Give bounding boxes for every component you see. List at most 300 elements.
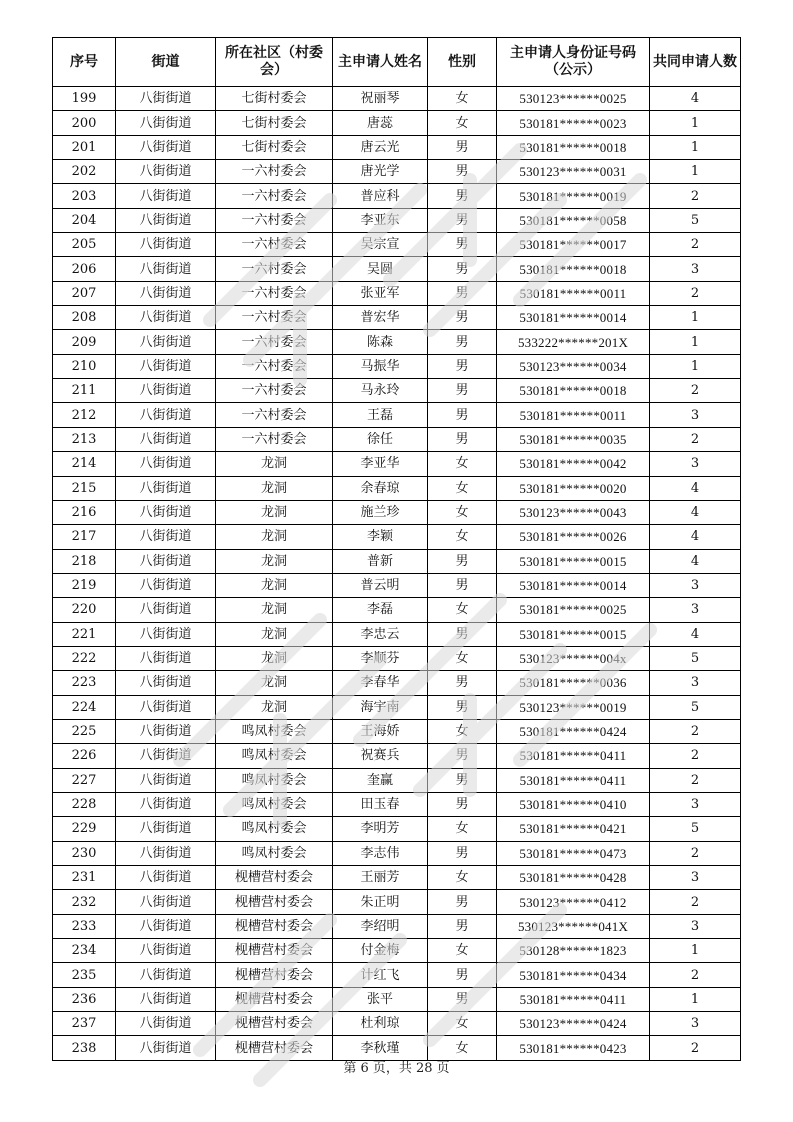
cell-co-applicants: 1: [650, 354, 741, 378]
cell-no: 237: [53, 1012, 116, 1036]
table-row: [53, 257, 741, 281]
cell-street: 八街街道: [116, 768, 216, 792]
cell-applicant-name: 李春华: [333, 671, 428, 695]
cell-no: 230: [53, 841, 116, 865]
header-gender: 性别: [428, 38, 497, 87]
cell-no: 210: [53, 354, 116, 378]
cell-id-number: 530181******0018: [497, 257, 650, 281]
cell-id-number: 530181******0014: [497, 573, 650, 597]
cell-co-applicants: 3: [650, 671, 741, 695]
cell-street: 八街街道: [116, 330, 216, 354]
cell-community: 鸣凤村委会: [216, 768, 333, 792]
cell-community: 七街村委会: [216, 111, 333, 135]
cell-community: 枧槽营村委会: [216, 987, 333, 1011]
cell-co-applicants: 3: [650, 452, 741, 476]
table-row: [53, 939, 741, 963]
cell-applicant-name: 李明芳: [333, 817, 428, 841]
cell-community: 一六村委会: [216, 281, 333, 305]
cell-gender: 男: [428, 257, 497, 281]
cell-id-number: 530123******0034: [497, 354, 650, 378]
cell-no: 215: [53, 476, 116, 500]
cell-id-number: 530181******0058: [497, 208, 650, 232]
cell-street: 八街街道: [116, 354, 216, 378]
cell-gender: 男: [428, 792, 497, 816]
cell-no: 205: [53, 233, 116, 257]
cell-id-number: 530181******0015: [497, 549, 650, 573]
cell-street: 八街街道: [116, 939, 216, 963]
cell-id-number: 530181******0410: [497, 792, 650, 816]
cell-street: 八街街道: [116, 841, 216, 865]
cell-id-number: 530181******0423: [497, 1036, 650, 1060]
table-row: [53, 452, 741, 476]
cell-id-number: 530181******0424: [497, 719, 650, 743]
cell-co-applicants: 1: [650, 987, 741, 1011]
cell-street: 八街街道: [116, 525, 216, 549]
cell-co-applicants: 2: [650, 427, 741, 451]
cell-co-applicants: 2: [650, 1036, 741, 1060]
cell-no: 211: [53, 379, 116, 403]
cell-no: 228: [53, 792, 116, 816]
table-row: [53, 963, 741, 987]
cell-no: 232: [53, 890, 116, 914]
table-row: [53, 525, 741, 549]
table-row: [53, 841, 741, 865]
table-row: [53, 208, 741, 232]
cell-street: 八街街道: [116, 866, 216, 890]
cell-street: 八街街道: [116, 379, 216, 403]
header-id-number: 主申请人身份证号码（公示）: [497, 38, 650, 87]
cell-applicant-name: 田玉春: [333, 792, 428, 816]
cell-applicant-name: 余春琼: [333, 476, 428, 500]
cell-id-number: 530181******0018: [497, 379, 650, 403]
cell-id-number: 530181******0428: [497, 866, 650, 890]
table-row: [53, 160, 741, 184]
cell-gender: 男: [428, 963, 497, 987]
cell-no: 218: [53, 549, 116, 573]
cell-community: 一六村委会: [216, 427, 333, 451]
cell-gender: 女: [428, 1012, 497, 1036]
cell-street: 八街街道: [116, 549, 216, 573]
cell-id-number: 530181******0020: [497, 476, 650, 500]
cell-co-applicants: 2: [650, 890, 741, 914]
cell-co-applicants: 5: [650, 817, 741, 841]
cell-no: 217: [53, 525, 116, 549]
cell-street: 八街街道: [116, 427, 216, 451]
cell-no: 235: [53, 963, 116, 987]
cell-id-number: 530123******0424: [497, 1012, 650, 1036]
cell-street: 八街街道: [116, 622, 216, 646]
cell-applicant-name: 付金梅: [333, 939, 428, 963]
cell-gender: 男: [428, 573, 497, 597]
cell-no: 234: [53, 939, 116, 963]
table-row: [53, 598, 741, 622]
cell-gender: 女: [428, 87, 497, 111]
cell-community: 七街村委会: [216, 87, 333, 111]
cell-community: 龙洞: [216, 598, 333, 622]
cell-community: 枧槽营村委会: [216, 866, 333, 890]
cell-street: 八街街道: [116, 476, 216, 500]
table-row: [53, 866, 741, 890]
cell-id-number: 530123******004x: [497, 646, 650, 670]
cell-gender: 男: [428, 890, 497, 914]
cell-co-applicants: 1: [650, 111, 741, 135]
cell-gender: 女: [428, 817, 497, 841]
cell-street: 八街街道: [116, 306, 216, 330]
cell-id-number: 530123******0025: [497, 87, 650, 111]
cell-street: 八街街道: [116, 208, 216, 232]
cell-street: 八街街道: [116, 671, 216, 695]
cell-id-number: 530181******0015: [497, 622, 650, 646]
cell-id-number: 530181******0411: [497, 744, 650, 768]
cell-no: 238: [53, 1036, 116, 1060]
cell-community: 鸣凤村委会: [216, 792, 333, 816]
cell-applicant-name: 海宇南: [333, 695, 428, 719]
cell-applicant-name: 王磊: [333, 403, 428, 427]
cell-community: 枧槽营村委会: [216, 914, 333, 938]
cell-co-applicants: 2: [650, 719, 741, 743]
table-row: [53, 890, 741, 914]
cell-gender: 女: [428, 719, 497, 743]
cell-co-applicants: 3: [650, 573, 741, 597]
cell-no: 222: [53, 646, 116, 670]
cell-id-number: 530181******0035: [497, 427, 650, 451]
cell-street: 八街街道: [116, 160, 216, 184]
cell-id-number: 530181******0042: [497, 452, 650, 476]
cell-community: 龙洞: [216, 525, 333, 549]
cell-applicant-name: 唐云光: [333, 135, 428, 159]
cell-no: 229: [53, 817, 116, 841]
cell-gender: 男: [428, 208, 497, 232]
table-row: [53, 549, 741, 573]
cell-co-applicants: 1: [650, 135, 741, 159]
cell-id-number: 530181******0019: [497, 184, 650, 208]
cell-applicant-name: 李顺芬: [333, 646, 428, 670]
cell-gender: 男: [428, 354, 497, 378]
cell-street: 八街街道: [116, 500, 216, 524]
cell-no: 225: [53, 719, 116, 743]
cell-street: 八街街道: [116, 403, 216, 427]
cell-applicant-name: 李磊: [333, 598, 428, 622]
cell-community: 一六村委会: [216, 330, 333, 354]
cell-applicant-name: 李亚华: [333, 452, 428, 476]
header-community: 所在社区（村委会）: [216, 38, 333, 87]
cell-no: 233: [53, 914, 116, 938]
cell-co-applicants: 1: [650, 939, 741, 963]
cell-no: 227: [53, 768, 116, 792]
cell-no: 212: [53, 403, 116, 427]
cell-id-number: 530181******0434: [497, 963, 650, 987]
page-footer: 第 6 页，共 28 页: [343, 1061, 450, 1076]
cell-gender: 男: [428, 233, 497, 257]
cell-id-number: 530181******0023: [497, 111, 650, 135]
cell-co-applicants: 5: [650, 208, 741, 232]
cell-gender: 男: [428, 379, 497, 403]
cell-gender: 女: [428, 598, 497, 622]
cell-id-number: 530181******0018: [497, 135, 650, 159]
cell-community: 一六村委会: [216, 379, 333, 403]
cell-community: 龙洞: [216, 671, 333, 695]
cell-id-number: 530181******0026: [497, 525, 650, 549]
cell-gender: 男: [428, 987, 497, 1011]
cell-id-number: 530181******0473: [497, 841, 650, 865]
cell-gender: 男: [428, 184, 497, 208]
cell-co-applicants: 2: [650, 841, 741, 865]
cell-community: 一六村委会: [216, 354, 333, 378]
cell-no: 201: [53, 135, 116, 159]
cell-gender: 女: [428, 866, 497, 890]
table-row: [53, 111, 741, 135]
cell-no: 213: [53, 427, 116, 451]
table-row: [53, 403, 741, 427]
table-row: [53, 987, 741, 1011]
cell-community: 龙洞: [216, 500, 333, 524]
cell-street: 八街街道: [116, 792, 216, 816]
cell-no: 223: [53, 671, 116, 695]
cell-community: 一六村委会: [216, 306, 333, 330]
cell-street: 八街街道: [116, 598, 216, 622]
cell-no: 221: [53, 622, 116, 646]
table-row: [53, 622, 741, 646]
cell-applicant-name: 施兰珍: [333, 500, 428, 524]
cell-applicant-name: 祝丽琴: [333, 87, 428, 111]
cell-co-applicants: 4: [650, 476, 741, 500]
cell-street: 八街街道: [116, 281, 216, 305]
cell-community: 鸣凤村委会: [216, 744, 333, 768]
cell-street: 八街街道: [116, 1012, 216, 1036]
cell-no: 206: [53, 257, 116, 281]
table-row: [53, 768, 741, 792]
cell-street: 八街街道: [116, 695, 216, 719]
table-row: [53, 671, 741, 695]
table-row: [53, 744, 741, 768]
table-row: [53, 184, 741, 208]
cell-gender: 女: [428, 111, 497, 135]
cell-applicant-name: 李忠云: [333, 622, 428, 646]
cell-no: 204: [53, 208, 116, 232]
header-row: [53, 38, 741, 87]
cell-street: 八街街道: [116, 184, 216, 208]
cell-id-number: 530181******0014: [497, 306, 650, 330]
table-row: [53, 500, 741, 524]
cell-community: 龙洞: [216, 476, 333, 500]
table-row: [53, 817, 741, 841]
table-row: [53, 573, 741, 597]
header-co-applicants: 共同申请人数: [650, 38, 741, 87]
cell-id-number: 530181******0025: [497, 598, 650, 622]
cell-co-applicants: 3: [650, 792, 741, 816]
cell-street: 八街街道: [116, 1036, 216, 1060]
cell-applicant-name: 李颖: [333, 525, 428, 549]
cell-co-applicants: 2: [650, 963, 741, 987]
cell-co-applicants: 5: [650, 695, 741, 719]
cell-gender: 女: [428, 1036, 497, 1060]
cell-co-applicants: 4: [650, 500, 741, 524]
cell-applicant-name: 李亚东: [333, 208, 428, 232]
cell-co-applicants: 4: [650, 549, 741, 573]
cell-applicant-name: 杜利琼: [333, 1012, 428, 1036]
cell-applicant-name: 张平: [333, 987, 428, 1011]
cell-co-applicants: 2: [650, 281, 741, 305]
cell-co-applicants: 2: [650, 379, 741, 403]
cell-no: 214: [53, 452, 116, 476]
cell-applicant-name: 马永玲: [333, 379, 428, 403]
cell-co-applicants: 3: [650, 403, 741, 427]
cell-applicant-name: 普宏华: [333, 306, 428, 330]
cell-community: 龙洞: [216, 573, 333, 597]
cell-gender: 男: [428, 330, 497, 354]
cell-co-applicants: 3: [650, 1012, 741, 1036]
cell-id-number: 530181******0017: [497, 233, 650, 257]
cell-no: 236: [53, 987, 116, 1011]
applicant-table: [52, 37, 741, 1061]
cell-gender: 男: [428, 744, 497, 768]
table-row: [53, 379, 741, 403]
cell-community: 鸣凤村委会: [216, 841, 333, 865]
cell-community: 一六村委会: [216, 184, 333, 208]
cell-no: 200: [53, 111, 116, 135]
cell-gender: 男: [428, 768, 497, 792]
cell-street: 八街街道: [116, 817, 216, 841]
cell-id-number: 530123******0019: [497, 695, 650, 719]
cell-co-applicants: 1: [650, 306, 741, 330]
cell-community: 一六村委会: [216, 403, 333, 427]
cell-street: 八街街道: [116, 744, 216, 768]
cell-gender: 男: [428, 914, 497, 938]
table-row: [53, 135, 741, 159]
cell-id-number: 530123******0043: [497, 500, 650, 524]
cell-community: 龙洞: [216, 695, 333, 719]
cell-community: 一六村委会: [216, 233, 333, 257]
cell-applicant-name: 朱正明: [333, 890, 428, 914]
cell-id-number: 530181******0411: [497, 768, 650, 792]
cell-gender: 男: [428, 403, 497, 427]
cell-community: 鸣凤村委会: [216, 719, 333, 743]
cell-id-number: 530181******0411: [497, 987, 650, 1011]
cell-co-applicants: 1: [650, 160, 741, 184]
cell-co-applicants: 3: [650, 866, 741, 890]
cell-gender: 女: [428, 500, 497, 524]
cell-community: 枧槽营村委会: [216, 963, 333, 987]
cell-id-number: 530123******0412: [497, 890, 650, 914]
cell-co-applicants: 2: [650, 744, 741, 768]
cell-applicant-name: 奎赢: [333, 768, 428, 792]
cell-street: 八街街道: [116, 257, 216, 281]
cell-co-applicants: 3: [650, 257, 741, 281]
cell-gender: 男: [428, 135, 497, 159]
cell-community: 鸣凤村委会: [216, 817, 333, 841]
cell-community: 龙洞: [216, 549, 333, 573]
cell-no: 209: [53, 330, 116, 354]
cell-id-number: 530123******0031: [497, 160, 650, 184]
table-header: [53, 38, 741, 87]
cell-street: 八街街道: [116, 987, 216, 1011]
header-applicant-name: 主申请人姓名: [333, 38, 428, 87]
cell-gender: 男: [428, 622, 497, 646]
cell-applicant-name: 吴圆: [333, 257, 428, 281]
cell-id-number: 530181******0011: [497, 403, 650, 427]
cell-gender: 女: [428, 476, 497, 500]
cell-co-applicants: 3: [650, 598, 741, 622]
cell-no: 231: [53, 866, 116, 890]
cell-street: 八街街道: [116, 963, 216, 987]
cell-community: 一六村委会: [216, 208, 333, 232]
table-row: [53, 281, 741, 305]
cell-no: 207: [53, 281, 116, 305]
table-row: [53, 233, 741, 257]
cell-street: 八街街道: [116, 719, 216, 743]
cell-co-applicants: 1: [650, 330, 741, 354]
cell-co-applicants: 2: [650, 184, 741, 208]
cell-applicant-name: 吴宗宣: [333, 233, 428, 257]
cell-applicant-name: 王海娇: [333, 719, 428, 743]
cell-no: 203: [53, 184, 116, 208]
table-row: [53, 476, 741, 500]
table-row: [53, 330, 741, 354]
cell-applicant-name: 张亚军: [333, 281, 428, 305]
cell-community: 枧槽营村委会: [216, 1012, 333, 1036]
table-row: [53, 646, 741, 670]
header-no: 序号: [53, 38, 116, 87]
header-street: 街道: [116, 38, 216, 87]
cell-no: 226: [53, 744, 116, 768]
cell-street: 八街街道: [116, 111, 216, 135]
cell-street: 八街街道: [116, 452, 216, 476]
cell-applicant-name: 马振华: [333, 354, 428, 378]
cell-gender: 男: [428, 427, 497, 451]
table-row: [53, 87, 741, 111]
cell-street: 八街街道: [116, 573, 216, 597]
cell-id-number: 530181******0036: [497, 671, 650, 695]
cell-no: 224: [53, 695, 116, 719]
cell-applicant-name: 李绍明: [333, 914, 428, 938]
cell-id-number: 530181******0421: [497, 817, 650, 841]
cell-street: 八街街道: [116, 646, 216, 670]
cell-gender: 男: [428, 160, 497, 184]
cell-applicant-name: 计红飞: [333, 963, 428, 987]
cell-community: 枧槽营村委会: [216, 890, 333, 914]
cell-id-number: 533222******201X: [497, 330, 650, 354]
cell-applicant-name: 普云明: [333, 573, 428, 597]
cell-gender: 男: [428, 671, 497, 695]
cell-community: 龙洞: [216, 622, 333, 646]
cell-community: 枧槽营村委会: [216, 939, 333, 963]
cell-applicant-name: 普新: [333, 549, 428, 573]
cell-no: 219: [53, 573, 116, 597]
table-body: [53, 87, 741, 1061]
cell-street: 八街街道: [116, 135, 216, 159]
cell-co-applicants: 4: [650, 622, 741, 646]
cell-community: 龙洞: [216, 452, 333, 476]
cell-street: 八街街道: [116, 87, 216, 111]
table-row: [53, 1012, 741, 1036]
cell-id-number: 530128******1823: [497, 939, 650, 963]
cell-gender: 男: [428, 306, 497, 330]
cell-gender: 男: [428, 549, 497, 573]
table-row: [53, 354, 741, 378]
cell-no: 208: [53, 306, 116, 330]
cell-gender: 男: [428, 695, 497, 719]
cell-gender: 男: [428, 841, 497, 865]
cell-co-applicants: 2: [650, 768, 741, 792]
cell-applicant-name: 徐任: [333, 427, 428, 451]
cell-applicant-name: 唐蕊: [333, 111, 428, 135]
cell-co-applicants: 4: [650, 87, 741, 111]
cell-street: 八街街道: [116, 890, 216, 914]
table-row: [53, 695, 741, 719]
table-row: [53, 719, 741, 743]
cell-gender: 女: [428, 452, 497, 476]
cell-community: 枧槽营村委会: [216, 1036, 333, 1060]
